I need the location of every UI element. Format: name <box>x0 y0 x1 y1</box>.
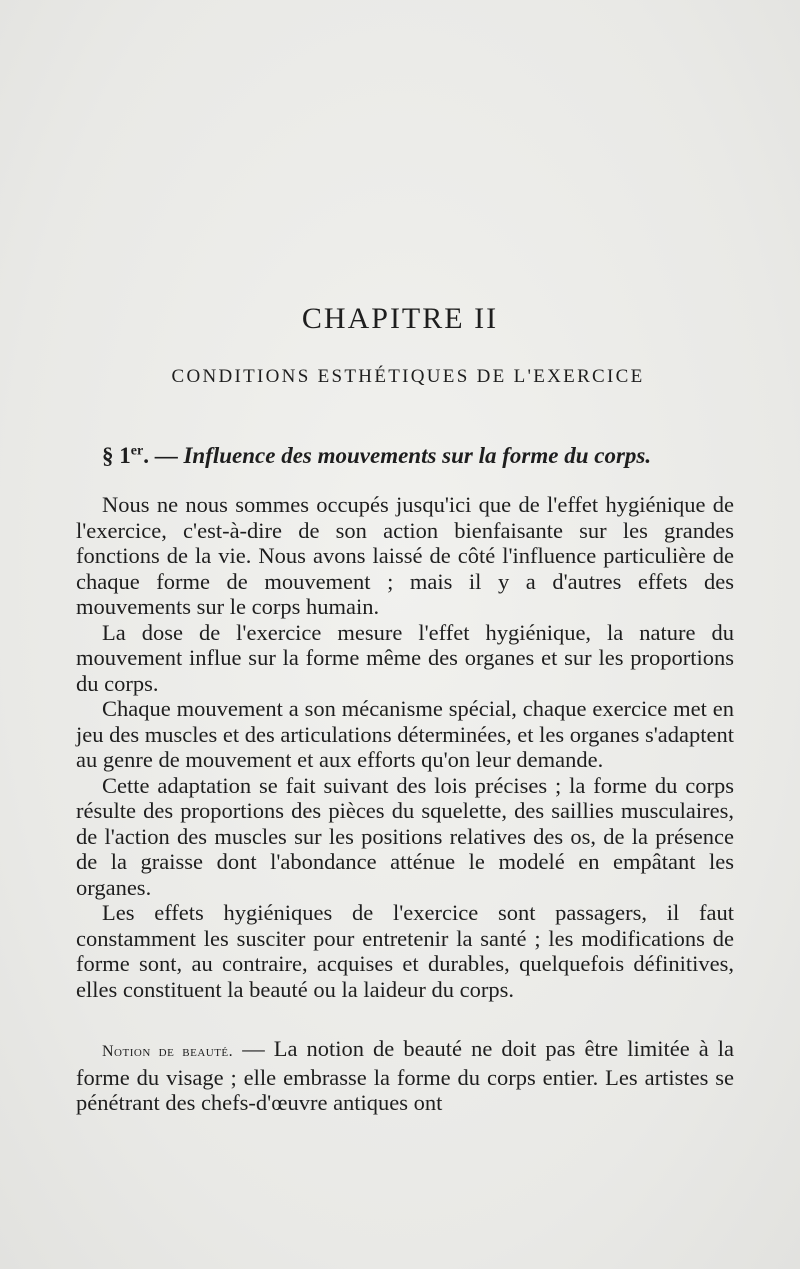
section-number: § 1 <box>102 443 131 468</box>
section-number-sup: er <box>130 443 144 459</box>
section-heading <box>102 443 651 469</box>
section-dash: . — <box>143 443 184 468</box>
paragraph-1: Nous ne nous sommes occupés jusqu'ici que de l'effet hygiénique de l'exercice, c'est-à-dire de son action bienfaisante sur les grandes fonctions de la vie. Nous avons laissé de côté l'influence particulière de chaque forme de mouvement ; mais il y a d'autres effets des mouvements sur le corps humain. <box>76 492 734 619</box>
notion-label: Notion de beauté. <box>102 1043 234 1060</box>
section-title: Influence des mouvements sur la forme du corps. <box>183 443 652 468</box>
paragraph-3: Chaque mouvement a son mécanisme spécial, chaque exercice met en jeu des muscles et des articulations déterminées, et les organes s'adaptent au genre de mouvement et aux efforts qu'on leur demande. <box>76 696 734 772</box>
body-text <box>76 492 734 1116</box>
chapter-heading: CHAPITRE II <box>301 302 499 335</box>
notion-text: — La notion de beauté ne doit pas être limitée à la forme du visage ; elle embrasse la forme du corps entier. Les artistes se pénétrant des chefs-d'œuvre antiques ont <box>76 1036 734 1115</box>
paragraph-5: Les effets hygiéniques de l'exercice sont passagers, il faut constamment les susciter pour entretenir la santé ; les modifications de forme sont, au contraire, acquises et durables, quelquefois définitives, elles constituent la beauté ou la laideur du corps. <box>76 900 734 1002</box>
paragraph-2: La dose de l'exercice mesure l'effet hygiénique, la nature du mouvement influe sur la forme même des organes et sur les proportions du corps. <box>76 619 734 696</box>
chapter-title: CONDITIONS ESTHÉTIQUES DE L'EXERCICE <box>171 366 645 387</box>
notion-paragraph <box>76 1036 734 1116</box>
paragraph-4: Cette adaptation se fait suivant des lois précises ; la forme du corps résulte des proportions des pièces du squelette, des saillies musculaires, de l'action des muscles sur les positions relatives des os, de la présence de la graisse dont l'abondance atténue le modelé en empâtant les organes. <box>76 772 734 900</box>
